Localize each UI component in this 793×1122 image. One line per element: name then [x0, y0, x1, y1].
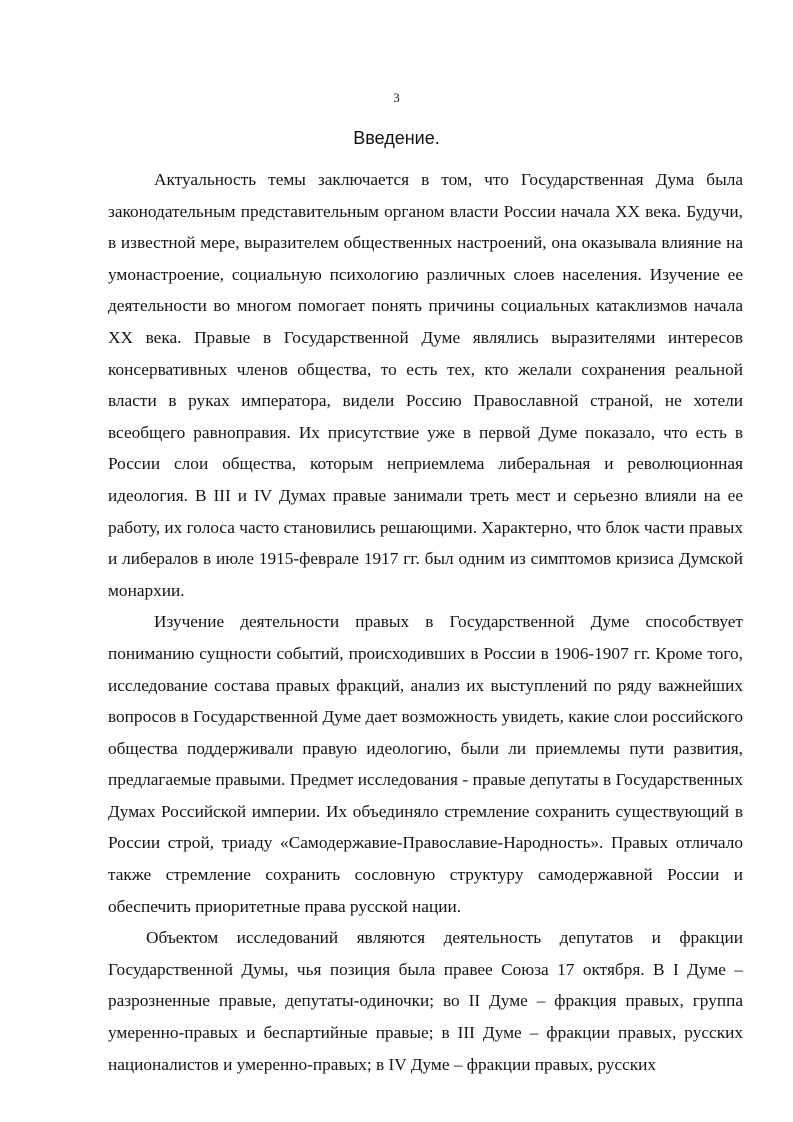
- paragraph: Актуальность темы заключается в том, что Государственная Дума была законодательным представительным органом власти России начала XX века. Будучи, в известной мере, выразителем общественных настроений, она оказывала влияние на умонастроение, социальную психологию различных слоев населения. Изучение ее деятельности во многом помогает понять причины социальных катаклизмов начала XX века. Правые в Государственной Думе являлись выразителями интересов консервативных членов общества, то есть тех, кто желали сохранения реальной власти в руках императора, видели Россию Православной страной, не хотели всеобщего равноправия. Их присутствие уже в первой Думе показало, что есть в России слои общества, которым неприемлема либеральная и революционная идеология. В III и IV Думах правые занимали треть мест и серьезно влияли на ее работу, их голоса часто становились решающими. Характерно, что блок части правых и либералов в июле 1915-феврале 1917 гг. был одним из симптомов кризиса Думской монархии.: [108, 170, 743, 600]
- paragraph: Изучение деятельности правых в Государственной Думе способствует пониманию сущности событий, происходивших в России в 1906-1907 гг. Кроме того, исследование состава правых фракций, анализ их выступлений по ряду важнейших вопросов в Государственной Думе дает возможность увидеть, какие слои российского общества поддерживали правую идеологию, были ли приемлемы пути развития, предлагаемые правыми. Предмет исследования - правые депутаты в Государственных Думах Российской империи. Их объединяло стремление сохранить существующий в России строй, триаду «Самодержавие-Православие-Народность». Правых отличало также стремление сохранить сословную структуру самодержавной России и обеспечить приоритетные права русской нации.: [108, 612, 743, 916]
- body-text: [108, 164, 743, 1080]
- paragraph: Объектом исследований являются деятельность депутатов и фракции Государственной Думы, чья позиция была правее Союза 17 октября. В I Думе – разрозненные правые, депутаты-одиночки; во II Думе – фракция правых, группа умеренно-правых и беспартийные правые; в III Думе – фракции правых, русских националистов и умеренно-правых; в IV Думе – фракции правых, русских: [108, 928, 743, 1074]
- page-number: 3: [393, 90, 400, 105]
- page-title: Введение.: [353, 128, 440, 148]
